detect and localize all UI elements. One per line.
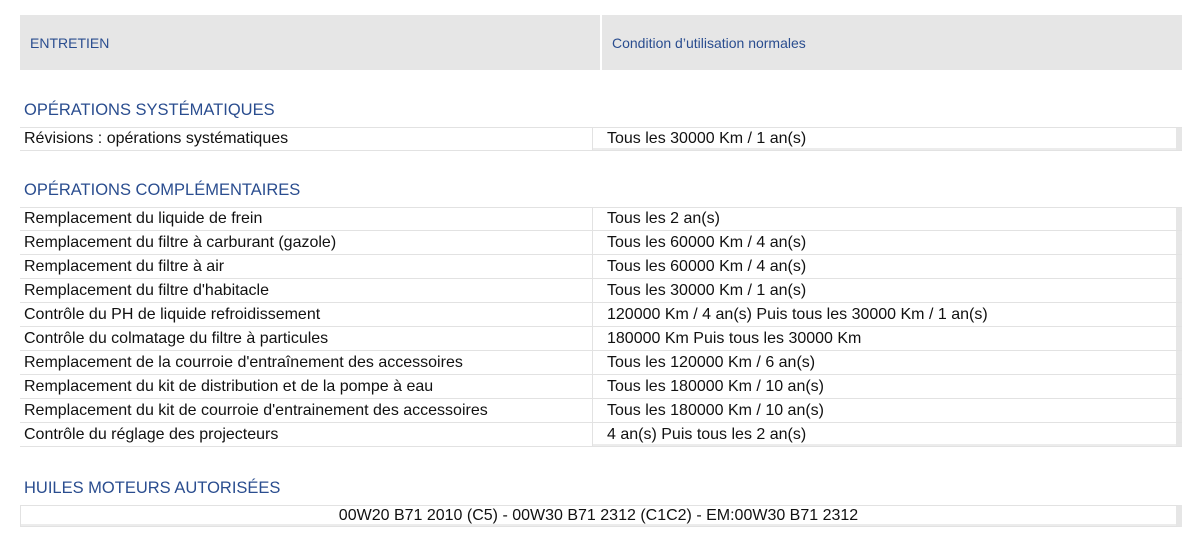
row-label: Contrôle du colmatage du filtre à particules xyxy=(20,327,593,350)
section-title-oils: HUILES MOTEURS AUTORISÉES xyxy=(24,479,281,497)
row-label: Révisions : opérations systématiques xyxy=(20,128,593,150)
row-label: Remplacement du filtre à carburant (gazole) xyxy=(20,231,593,254)
header-usage-condition: Condition d’utilisation normales xyxy=(612,34,806,51)
table-header xyxy=(20,15,1182,70)
row-value: Tous les 180000 Km / 10 an(s) xyxy=(593,399,1182,422)
systematic-rows xyxy=(20,127,1182,151)
table-row xyxy=(20,207,1182,231)
row-value: Tous les 120000 Km / 6 an(s) xyxy=(593,351,1182,374)
row-label: Remplacement du kit de courroie d'entrainement des accessoires xyxy=(20,399,593,422)
table-row xyxy=(20,399,1182,423)
row-value: Tous les 30000 Km / 1 an(s) xyxy=(593,128,1182,150)
header-entretien: ENTRETIEN xyxy=(20,15,602,70)
table-row xyxy=(20,231,1182,255)
row-value: Tous les 2 an(s) xyxy=(593,208,1182,230)
row-label: Remplacement du filtre d'habitacle xyxy=(20,279,593,302)
table-row xyxy=(20,255,1182,279)
table-row xyxy=(20,127,1182,151)
row-value: 4 an(s) Puis tous les 2 an(s) xyxy=(593,423,1182,446)
row-label: Remplacement de la courroie d'entraînement des accessoires xyxy=(20,351,593,374)
table-row xyxy=(20,327,1182,351)
row-value: Tous les 60000 Km / 4 an(s) xyxy=(593,231,1182,254)
table-row xyxy=(20,423,1182,447)
table-row xyxy=(20,375,1182,399)
row-label: Remplacement du kit de distribution et de la pompe à eau xyxy=(20,375,593,398)
row-label: Remplacement du filtre à air xyxy=(20,255,593,278)
row-value: Tous les 60000 Km / 4 an(s) xyxy=(593,255,1182,278)
complementary-rows xyxy=(20,207,1182,447)
row-value: 180000 Km Puis tous les 30000 Km xyxy=(593,327,1182,350)
table-row xyxy=(20,279,1182,303)
row-value: Tous les 180000 Km / 10 an(s) xyxy=(593,375,1182,398)
section-title-complementary: OPÉRATIONS COMPLÉMENTAIRES xyxy=(24,181,301,199)
row-value: Tous les 30000 Km / 1 an(s) xyxy=(593,279,1182,302)
row-value: 120000 Km / 4 an(s) Puis tous les 30000 Km / 1 an(s) xyxy=(593,303,1182,326)
table-row xyxy=(20,303,1182,327)
table-row xyxy=(20,351,1182,375)
row-label: Contrôle du PH de liquide refroidissement xyxy=(20,303,593,326)
oils-row: 00W20 B71 2010 (C5) - 00W30 B71 2312 (C1C2) - EM:00W30 B71 2312 xyxy=(20,505,1182,527)
section-title-systematic: OPÉRATIONS SYSTÉMATIQUES xyxy=(24,101,275,119)
row-label: Contrôle du réglage des projecteurs xyxy=(20,423,593,446)
row-label: Remplacement du liquide de frein xyxy=(20,208,593,230)
